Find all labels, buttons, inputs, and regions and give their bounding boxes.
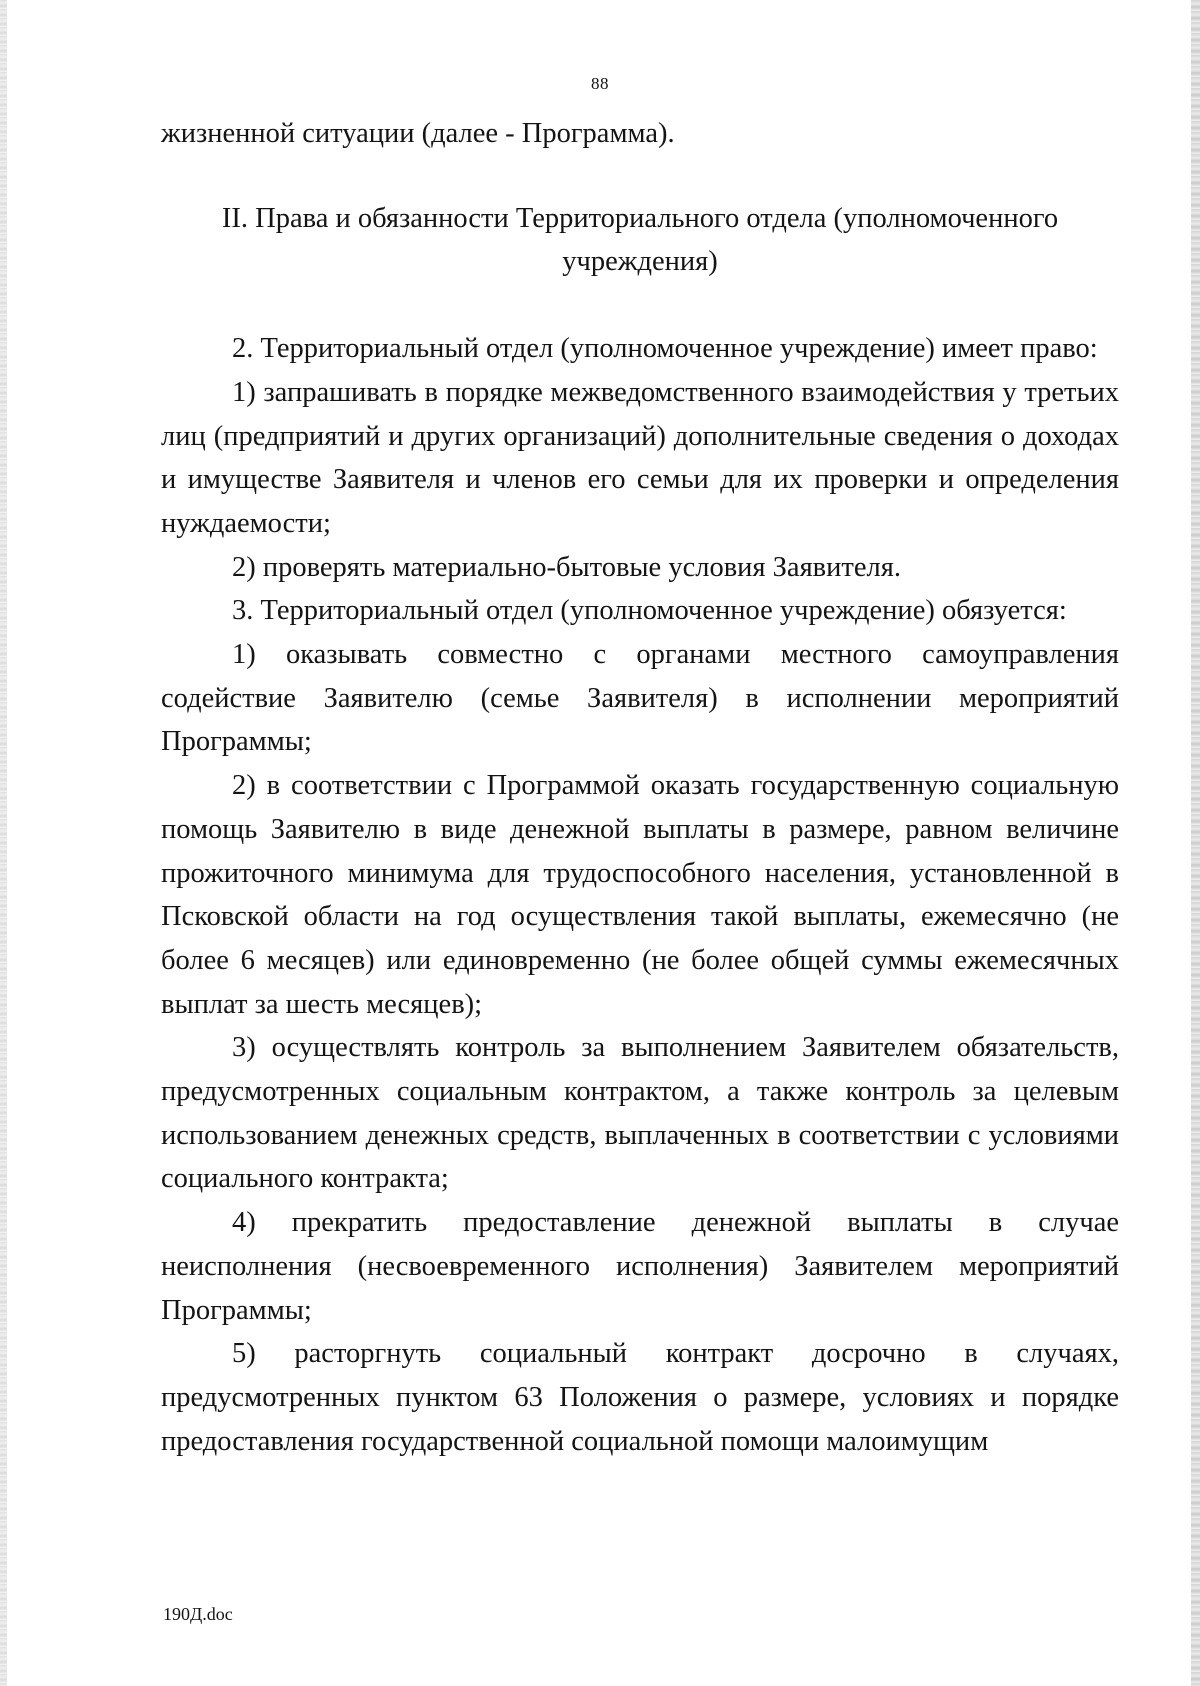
page-number: 88 xyxy=(591,74,609,93)
lead-line: жизненной ситуации (далее - Программа). xyxy=(161,118,675,149)
scan-right-edge xyxy=(1191,0,1200,1686)
document-body xyxy=(161,112,1119,1463)
paragraph-duty-1: 1) оказывать совместно с органами местного самоуправления содействие Заявителю (семье Заявителя) в исполнении мероприятий Программы; xyxy=(161,639,1119,758)
footer-filename: 190Д.doc xyxy=(163,1604,233,1624)
paragraph-clause-3: 3. Территориальный отдел (уполномоченное учреждение) обязуется: xyxy=(232,595,1067,627)
section-title: II. Права и обязанности Территориального отдела (уполномоченного учреждения) xyxy=(221,202,1059,278)
paragraph-right-2: 2) проверять материально-бытовые условия Заявителя. xyxy=(232,551,901,583)
paragraph-clause-2: 2. Территориальный отдел (уполномоченное учреждение) имеет право: xyxy=(232,333,1098,365)
scan-left-edge xyxy=(0,0,7,1686)
paragraph-duty-3: 3) осуществлять контроль за выполнением Заявителем обязательств, предусмотренных социальным контрактом, а также контроль за целевым использованием денежных средств, выплаченных в соответствии с условиями социального контракта; xyxy=(161,1032,1119,1195)
paragraph-right-1: 1) запрашивать в порядке межведомственного взаимодействия у третьих лиц (предприятий и других организаций) дополнительные сведения о доходах и имуществе Заявителя и членов его семьи для их проверки и определения нуждаемости; xyxy=(161,376,1119,539)
paragraph-duty-5: 5) расторгнуть социальный контракт досрочно в случаях, предусмотренных пунктом 63 Положения о размере, условиях и порядке предоставления государственной социальной помощи малоимущим xyxy=(161,1338,1119,1457)
paragraph-duty-2: 2) в соответствии с Программой оказать государственную социальную помощь Заявителю в виде денежной выплаты в размере, равном величине прожиточного минимума для трудоспособного населения, установленной в Псковской области на год осуществления такой выплаты, ежемесячно (не более 6 месяцев) или единовременно (не более общей суммы ежемесячных выплат за шесть месяцев); xyxy=(161,770,1119,1020)
paragraph-duty-4: 4) прекратить предоставление денежной выплаты в случае неисполнения (несвоевременного исполнения) Заявителем мероприятий Программы; xyxy=(161,1207,1119,1326)
